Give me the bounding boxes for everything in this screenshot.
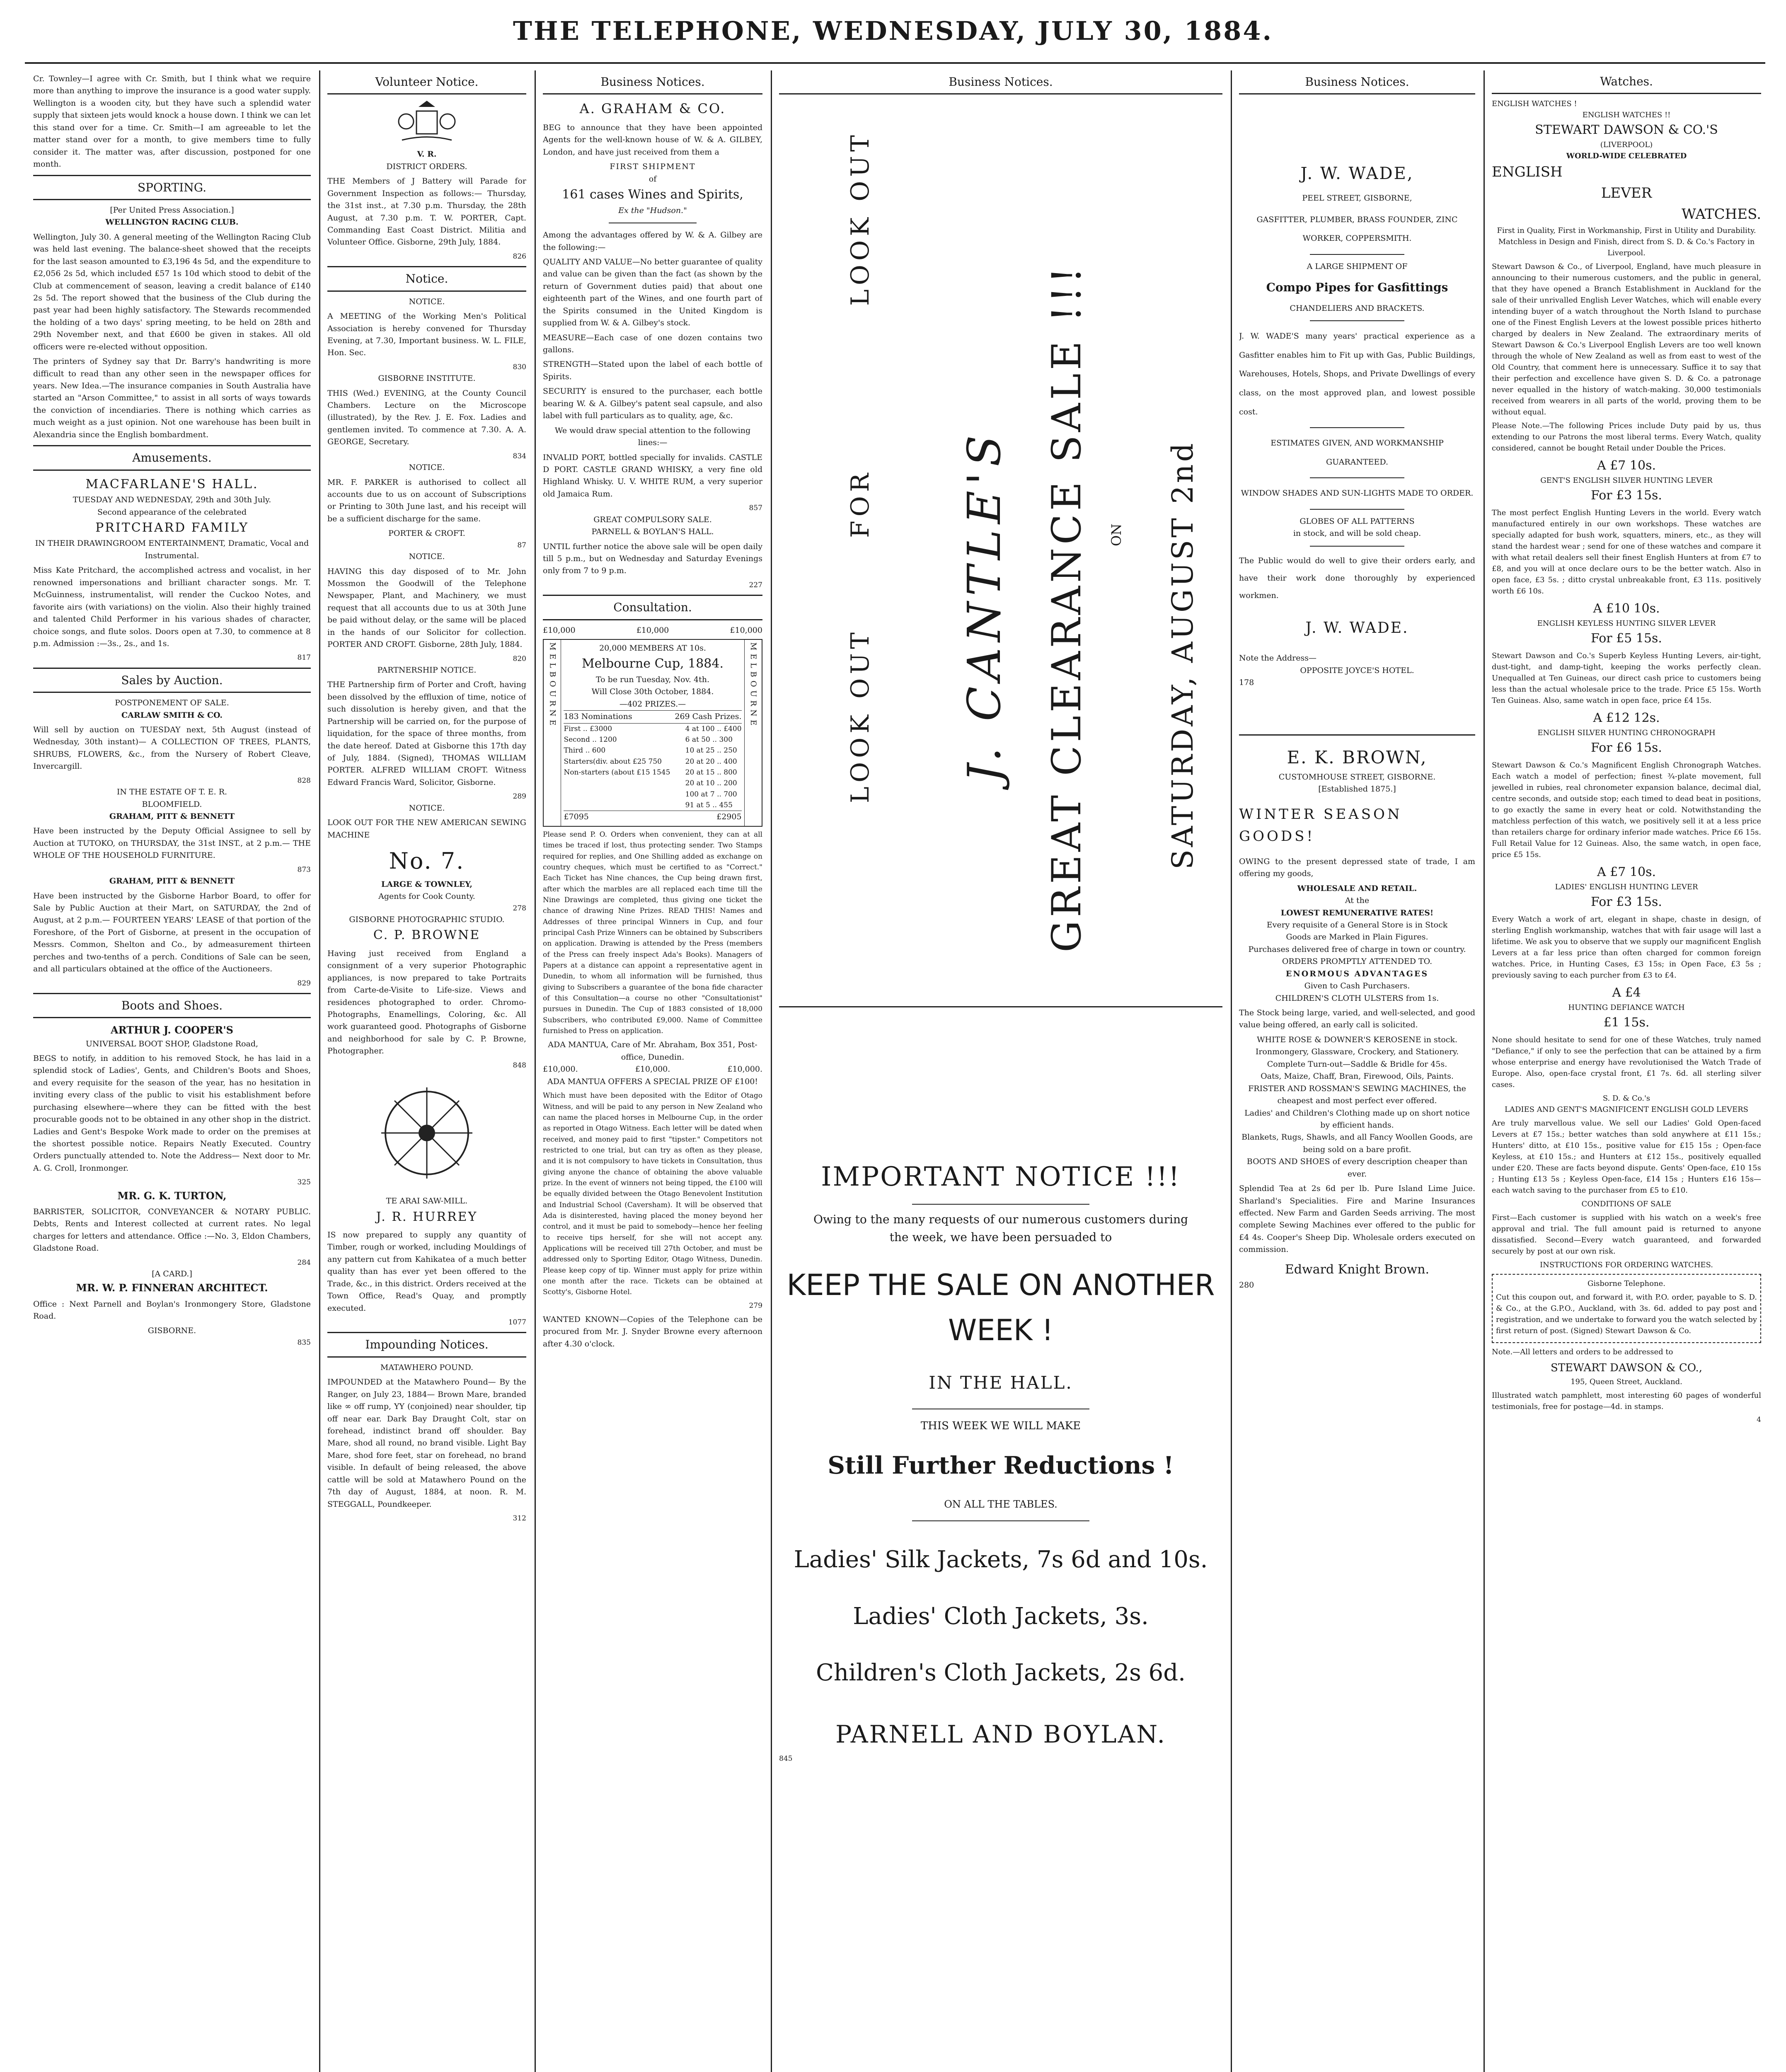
pound-amount: £10,000 (730, 625, 762, 635)
separator (1310, 477, 1404, 478)
prize-list-left (564, 724, 670, 811)
wade-signature: J. W. WADE. (1305, 620, 1409, 637)
masthead-rule (25, 62, 1765, 64)
watch-text: Every Watch a work of art, elegant in shape, chaste in design, of sterling English workmanship, watches that with fair usage will last a lifetime. We ask you to observe that we supply our magnificent English Levers at a far less price than often charged for common foreign watches. Price, in Hunting Cases, £3 15s; in Open Face, £3 5s ; previously saving to each purcher from £3 to £4. (1492, 915, 1761, 980)
members-line: 20,000 MEMBERS AT 10s. (599, 644, 706, 653)
card-label: [A CARD.] (152, 1269, 192, 1278)
news-items: The printers of Sydney say that Dr. Barry's handwriting is more difficult to read than any other seen in the newspaper offices for years. New Idea.—The insurance companies in South Australia have started an "Arson Committee," to assist in all sorts of ways towards the conviction of incendiaries. There is nothing which carries as much weight as a just opinion. Not one warehouse has been built in Alexandria since the English bombardment. (33, 357, 311, 439)
ironmongery: Ironmongery, Glassware, Crockery, and Stationery. (1255, 1047, 1459, 1057)
in-hall: IN THE HALL. (929, 1372, 1073, 1393)
partnership-title: PARTNERSHIP NOTICE. (377, 665, 477, 675)
lookout-top: LOOK OUT (846, 131, 875, 306)
ad-number: 280 (1239, 1280, 1254, 1290)
column-5 (1239, 70, 1475, 2072)
cash-purchasers: Given to Cash Purchasers. (1304, 981, 1410, 991)
consultation-box (543, 639, 762, 827)
lines-text: INVALID PORT, bottled specially for invalids. CASTLE D PORT. CASTLE GRAND WHISKY, a very fine old Highland Whisky. U. V. WHITE RUM, a very superior old Jamaica Rum. (543, 453, 762, 499)
prize-row: 20 at 15 .. 800 (685, 768, 737, 777)
english-watches: ENGLISH WATCHES !! (1582, 111, 1671, 119)
appearance-line: Second appearance of the celebrated (97, 507, 247, 517)
notice-text: A MEETING of the Working Men's Political Association is hereby convened for Thursday Evening, at 7.30, Important business. W. L. FILE, Hon. Sec. (327, 312, 526, 358)
prize-row: 20 at 10 .. 200 (685, 779, 737, 788)
compo-pipes: Compo Pipes for Gasfittings (1266, 281, 1448, 295)
press-credit: [Per United Press Association.] (110, 205, 234, 215)
intro-text: Stewart Dawson & Co., of Liverpool, England, have much pleasure in announcing to their numerous customers, and the public in general, that they have opened a Branch Establishment in Auckland for the sale of their unrivalled English Lever Watches, which will enable every intending buyer of a watch throughout the North Island to purchase one of the Finest English Levers at the lowest possible prices hitherto charged by dealers in New Zealand. The extraordinary merits of Stewart Dawson & Co.'s Liverpool English Levers are too well known through the whole of New Zealand as well as from east to west of the Old Country, that comment here is unnecessary. Suffice it to say that their perfection and excellence have given S. D. & Co. a patronage never equalled in the history of watch-making. 30,000 testimonials received from wearers in all parts of the world, proving them to be without equal. (1492, 262, 1761, 416)
ad-number: 845 (779, 1755, 793, 1763)
prize-row: Non-starters (about £15 1545 (564, 768, 670, 777)
hall-title: PARNELL & BOYLAN'S HALL. (591, 527, 714, 537)
separator (1310, 427, 1404, 428)
cash-prizes: 269 Cash Prizes. (675, 712, 742, 721)
english-watches: ENGLISH WATCHES ! (1492, 99, 1577, 108)
prize-row: 4 at 100 .. £400 (685, 724, 742, 733)
business-heading: Business Notices. (543, 70, 762, 94)
price-for: For £3 15s. (1591, 488, 1662, 503)
gold-levers-title: LADIES AND GENT'S MAGNIFICENT ENGLISH GOLD LEVERS (1505, 1105, 1748, 1114)
wade-trades: GASFITTER, PLUMBER, BRASS FOUNDER, ZINC WORKER, COPPERSMITH. (1256, 215, 1458, 243)
prize-row: 91 at 5 .. 455 (685, 801, 733, 810)
orders-attended: ORDERS PROMPTLY ATTENDED TO. (1282, 957, 1433, 966)
notice-heading: Notice. (327, 266, 526, 291)
brown-signature: Edward Knight Brown. (1285, 1262, 1430, 1277)
first-quality: First in Quality, First in Workmanship, First in Utility and Durability. Matchless in Design and Finish, direct from S. D. & Co.'s Factory in Liverpool. (1497, 226, 1756, 257)
sewing-text: LOOK OUT FOR THE NEW AMERICAN SEWING MACHINE (327, 818, 526, 840)
blankets: Blankets, Rugs, Shawls, and all Fancy Woollen Goods, are being sold on a bare profit. (1241, 1133, 1473, 1154)
notice-signature: PORTER & CROFT. (388, 529, 465, 538)
column-divider (535, 70, 536, 2072)
this-week: THIS WEEK WE WILL MAKE (920, 1420, 1081, 1433)
price-a: A £12 12s. (1593, 711, 1660, 725)
column-6 (1492, 70, 1761, 2072)
column-divider (1483, 70, 1485, 2072)
ad-number: 848 (513, 1061, 526, 1070)
watch-text: The most perfect English Hunting Levers in the world. Every watch manufactured entirely in our own workshops. These watches are specially adapted for bush work, squatters, miners, etc., as they will stand the hardest wear ; send for one of these watches and compare it with what retail dealers sell their finest English Hunters at from £7 to £8, and you will at once declare ours to be the better watch. Also in open face, £3 5s. ; ditto crystal unbreakable front, £3 11s. positively worth £6 10s. (1492, 508, 1761, 595)
ada-address: ADA MANTUA, Care of Mr. Abraham, Box 351, Post-office, Dunedin. (548, 1040, 757, 1062)
institute-text: THIS (Wed.) EVENING, at the County Council Chambers. Lecture on the Microscope (illustrated), by the Rev. J. E. Fox. Ladies and gentlemen invited. To commence at 7.30. A. A. GEORGE, Secretary. (327, 388, 526, 447)
wade-street: PEEL STREET, GISBORNE, (1302, 194, 1412, 203)
window-shades: WINDOW SHADES AND SUN-LIGHTS MADE TO ORDER. (1241, 489, 1474, 498)
separator (1310, 320, 1404, 321)
club-title: WELLINGTON RACING CLUB. (105, 218, 239, 227)
ad-number: 828 (297, 776, 311, 785)
graham2-text: Have been instructed by the Gisborne Harbor Board, to offer for Sale by Public Auction at their Mart, on SATURDAY, the 2nd of August, at 2 p.m.— FOURTEEN YEARS' LEASE of that portion of the Foreshore, of the Port of Gisborne, at present in the occupation of Messrs. Common, Shelton and Co., by admeasurement thirteen perches and two-tenths of a perch. Conditions of Sale can be seen, and all particulars obtained at the office of the Auctioneers. (33, 891, 311, 974)
security-text: SECURITY is ensured to the purchaser, each bottle bearing W. & A. Gilbey's patent seal capsule, and also label with full particulars as to quality, age, &c. (543, 387, 762, 421)
separator (1310, 509, 1404, 510)
column-divider (1231, 70, 1232, 2072)
district-orders: DISTRICT ORDERS. (386, 162, 467, 171)
marked-goods: Goods are Marked in Plain Figures. (1286, 932, 1428, 942)
keep-sale: KEEP THE SALE ON ANOTHER WEEK ! (787, 1268, 1215, 1347)
wholesale-retail: WHOLESALE AND RETAIL. (1297, 884, 1417, 893)
further-reductions: Still Further Reductions ! (828, 1451, 1174, 1479)
address-note: Note the Address— (1239, 654, 1317, 663)
watch-name: ENGLISH SILVER HUNTING CHRONOGRAPH (1537, 729, 1716, 737)
estate-title: IN THE ESTATE OF T. E. R. (116, 787, 227, 797)
oats: Oats, Maize, Chaff, Bran, Firewood, Oils, Paints. (1261, 1072, 1454, 1081)
prizes-count: —402 PRIZES.— (619, 699, 686, 709)
notice-title: NOTICE. (409, 803, 445, 813)
for-word: FOR (846, 469, 875, 538)
attention-line: We would draw special attention to the following lines:— (554, 426, 751, 448)
hall-title: MACFARLANE'S HALL. (85, 477, 259, 491)
photo-studio-title: GISBORNE PHOTOGRAPHIC STUDIO. (349, 915, 505, 924)
parnell-boylan: PARNELL AND BOYLAN. (835, 1720, 1166, 1749)
globes-stock: in stock, and will be sold cheap. (1293, 529, 1421, 538)
pound-amount: £10,000 (543, 625, 576, 635)
watches-word: WATCHES. (1682, 206, 1761, 223)
world-wide: WORLD-WIDE CELEBRATED (1566, 152, 1687, 160)
wade-title: J. W. WADE, (1300, 164, 1414, 184)
pound-amount: £10,000 (636, 625, 669, 635)
prize-row: Second .. 1200 (564, 736, 617, 744)
price-a: A £7 10s. (1597, 458, 1656, 473)
boots-heading: Boots and Shoes. (33, 993, 311, 1018)
machine-number: No. 7. (389, 847, 465, 874)
ad-number: 325 (297, 1178, 311, 1187)
liverpool: (LIVERPOOL) (1600, 140, 1653, 149)
globes: GLOBES OF ALL PATTERNS (1300, 517, 1415, 526)
english-word: ENGLISH (1492, 164, 1563, 180)
column-2 (327, 70, 526, 2072)
pound-amount: £10,000. (727, 1065, 762, 1074)
separator (912, 1204, 1089, 1205)
family-title: PRITCHARD FAMILY (95, 520, 249, 535)
consultation-heading: Consultation. (543, 595, 762, 620)
council-report: Cr. Townley—I agree with Cr. Smith, but I think what we require more than anything to improve the insurance is a good water supply. Wellington is a wooden city, but they have such a splendid water supply that sixteen jets would knock a house down. I think we can let this stand over for a time. Cr. Smith—I am agreeable to let the matter stand over for a month, to give members time to fully consider it. The matter was, after discussion, postponed for one month. (33, 74, 311, 169)
misc-list: Splendid Tea at 2s 6d per lb. Pure Island Lime Juice. Sharland's Specialities. Fire and Marine Insurances effected. New Farm and Garden Seeds arriving. The most complete Sewing Machines ever offered to the public for £4 4s. Cooper's Sheep Dip. Wholesale orders executed on commission. (1239, 1184, 1475, 1254)
advantages-intro: Among the advantages offered by W. & A. Gilbey are the following:— (543, 230, 762, 252)
prize-header (564, 710, 741, 723)
ad-number: 178 (1239, 678, 1254, 687)
pamphlet-text: Illustrated watch pamphlett, most interesting 60 pages of wonderful testimonials, free for postage—4d. in stamps. (1492, 1391, 1761, 1411)
masthead-title: THE TELEPHONE, WEDNESDAY, JULY 30, 1884. (513, 16, 1273, 46)
ad-number: 4 (1757, 1416, 1761, 1424)
business-heading: Business Notices. (779, 70, 1222, 94)
large-townley-title: LARGE & TOWNLEY, (381, 879, 472, 889)
conditions-text: First—Each customer is supplied with his watch on a week's free approval and trial. The full amount paid is returned to anyone dissatisfied. Second—Every watch guaranteed, and forwarded securely by post at our own risk. (1492, 1213, 1761, 1256)
lowest-rates: LOWEST REMUNERATIVE RATES! (1280, 908, 1434, 917)
silk-jackets: Ladies' Silk Jackets, 7s 6d and 10s. (794, 1546, 1208, 1573)
column-divider (319, 70, 320, 2072)
prize-row: First .. £3000 (564, 724, 612, 733)
prize-row: 10 at 25 .. 250 (685, 746, 737, 755)
pound-amount: £10,000. (635, 1065, 670, 1074)
impound-text: IMPOUNDED at the Matawhero Pound— By the Ranger, on July 23, 1884— Brown Mare, branded like ∞ off rump, YY (conjoined) near shoulder, tip off near ear. Dark Bay Draught Colt, star on forehead, indistinct brand off shoulder. Bay Mare, shod all round, no brand visible. Light Bay Mare, shod fore feet, star on forehead, no brand visible. In default of being released, the above cattle will be sold at Matawhero Pound on the 7th day of August, 1884, at noon. R. M. STEGGALL, Poundkeeper. (327, 1377, 526, 1509)
at-the: At the (1345, 896, 1370, 905)
browne-text: Having just received from England a consignment of a very superior Photographic appliances, is now prepared to take Portraits from Carte-de-Visite to Life-size. Views and residences photographed to order. Chromo-Photographs, Enamellings, Coloring, &c. All work guaranteed good. Photographs of Gisborne and neighborhood for sale by C. P. Browne, Photographer. (327, 949, 526, 1056)
stewart-address-title: STEWART DAWSON & CO., (1550, 1362, 1703, 1374)
turnout: Complete Turn-out—Saddle & Bridle for 45s. (1267, 1059, 1447, 1069)
notice-title: NOTICE. (409, 297, 445, 306)
on-tables: ON ALL THE TABLES. (944, 1498, 1058, 1510)
sporting-heading: SPORTING. (33, 175, 311, 200)
column-3 (543, 70, 762, 2072)
gold-levers-text: Are truly marvellous value. We sell our Ladies' Gold Open-faced Levers at £7 15s.; better watches than sold anywhere at £11 15s.; Hunters' ditto, at £10 15s., positive value for £15 15s ; Open-face Keyless, at £10 15s.; and Hunters at £12 15s., positively equalled under £20. These are facts beyond dispute. Gents' Open-face, £10 15s ; Hunting £13 5s ; Keyless Open-face, £14 15s ; Hunters £16 15s—each watch saving to the purchaser from £5 to £10. (1492, 1119, 1761, 1195)
finneran-text: Office : Next Parnell and Boylan's Ironmongery Store, Gladstone Road. (33, 1299, 311, 1321)
strength-text: STRENGTH—Stated upon the label of each bottle of Spirits. (543, 360, 762, 381)
pounds-row (543, 1063, 762, 1075)
pound-amount: £10,000. (543, 1065, 578, 1074)
shipment-line: FIRST SHIPMENT (610, 162, 696, 172)
notice-text: HAVING this day disposed of to Mr. John Mossmon the Goodwill of the Telephone Newspaper, Plant, and Machinery, we must request that all accounts due to us at 30th June be paid without delay, or the same will be placed in the hands of our Solicitor for collection. PORTER AND CROFT. Gisborne, 28th July, 1884. (327, 566, 526, 649)
graham2-title: GRAHAM, PITT & BENNETT (109, 876, 235, 886)
prize-row: Starters(div. about £25 750 (564, 757, 662, 766)
postponement: POSTPONEMENT OF SALE. (115, 698, 229, 708)
business-heading: Business Notices. (1239, 70, 1475, 94)
ad-number: 279 (749, 1301, 762, 1310)
pound-title: MATAWHERO POUND. (380, 1363, 474, 1372)
saw-blade-icon (377, 1083, 477, 1183)
watch-name: HUNTING DEFIANCE WATCH (1568, 1003, 1685, 1012)
carlaw-title: CARLAW SMITH & CO. (121, 710, 223, 720)
established: [Established 1875.] (1318, 784, 1396, 794)
price-for: For £3 15s. (1591, 895, 1662, 909)
special-prize-title: ADA MANTUA OFFERS A SPECIAL PRIZE OF £100! (547, 1077, 758, 1086)
separator (912, 1520, 1089, 1521)
watch-name: ENGLISH KEYLESS HUNTING SILVER LEVER (1537, 619, 1716, 628)
purchases-delivered: Purchases delivered free of charge in town or country. (1248, 944, 1466, 954)
quality-text: QUALITY AND VALUE—No better guarantee of quality and value can be given than the fact (as shown by the return of Government duties paid) that about one eighteenth part of the Wines, and one fourth part of the Spirits consumed in the United Kingdom is supplied from W. & A. Gilbey's stock. (543, 257, 762, 328)
sale-date: SATURDAY, AUGUST 2nd (1166, 441, 1200, 870)
children-jackets: Children's Cloth Jackets, 2s 6d. (816, 1659, 1186, 1687)
volunteer-heading: Volunteer Notice. (327, 70, 526, 94)
watch-text: Stewart Dawson & Co.'s Magnificent English Chronograph Watches. Each watch a model of perfection; finest ¾-plate movement, full jewelled in rubies, real chronometer expansion balance, decimal dial, centre seconds, and outside stop; each timed to dead beat in positions, to go exactly the same in every heat or cold. Notwithstanding the matchless perfection of this watch, we positively sell it at a less price than retailers charge for ordinary inferior made watches. Price £6 15s. Full Retail Value for 12 Guineas. Also, the same watch, in open face, price £5 15s. (1492, 761, 1761, 859)
owing-text: OWING to the present depressed state of trade, I am offering my goods, (1239, 857, 1475, 879)
total-right: £2905 (716, 812, 742, 822)
ad-number: 1077 (508, 1318, 526, 1327)
boots-shoes: BOOTS AND SHOES of every description cheaper than ever. (1246, 1157, 1468, 1179)
lever-word: LEVER (1601, 185, 1652, 201)
finneran-title: MR. W. P. FINNERAN ARCHITECT. (76, 1282, 268, 1294)
watch-text: Stewart Dawson and Co.'s Superb Keyless Hunting Levers, air-tight, dust-tight, and damp-tight, keeping the works perfectly clean. Unequalled at Ten Guineas, our direct cash price to customers being less than the actual wholesale price to the trade. Price £5 15s. Worth Ten Guineas. Also, same watch in open face, price £4 15s. (1492, 651, 1761, 705)
ulsters: CHILDREN'S CLOTH ULSTERS from 1s. (1275, 993, 1439, 1003)
volunteer-text: THE Members of J Battery will Parade for Government Inspection as follows:— Thursday, the 31st inst., at 7.30 p.m. Thursday, the 28th August, at 7.30 p.m. T. W. PORTER, Capt. Commanding East Coast District. Militia and Volunteer Office. Gisborne, 29th July, 1884. (327, 177, 526, 247)
coupon-title: Gisborne Telephone. (1588, 1279, 1665, 1288)
price-a: A £10 10s. (1593, 601, 1660, 616)
prize-row: 100 at 7 .. 700 (685, 790, 737, 799)
side-label: MELBOURNE (744, 640, 762, 826)
watches-heading: Watches. (1492, 70, 1761, 94)
graham-title: GRAHAM, PITT & BENNETT (109, 811, 235, 821)
clearance-sale: GREAT CLEARANCE SALE !!! (1043, 264, 1090, 953)
coupon-text: Cut this coupon out, and forward it, with P.O. order, payable to S. D. & Co., at the G.P.O., Auckland, with 3s. 6d. added to pay post and registration, and we undertake to forward you the watch selected by first return of post. (Signed) Stewart Dawson & Co. (1496, 1293, 1757, 1335)
stock-text: The Stock being large, varied, and well-selected, and good value being offered, an early call is solicited. (1239, 1008, 1475, 1030)
prize-row: 20 at 20 .. 400 (685, 757, 737, 766)
conditions-title: CONDITIONS OF SALE (1581, 1200, 1672, 1208)
sd-co: S. D. & Co.'s (1602, 1094, 1650, 1103)
cooper-subtitle: UNIVERSAL BOOT SHOP, Gladstone Road, (85, 1039, 259, 1048)
club-report: Wellington, July 30. A general meeting of the Wellington Racing Club was held last evening. The balance-sheet showed that the receipts for the last season amounted to £3,196 4s 5d, and the expenditure to £2,056 2s 5d, which included £57 1s 10d which stood to debit of the Club at commencement of season, leaving a credit balance of £140 2s 5d. The report showed that the business of the Club during the past year had been highly satisfactory. The Stewards recommended the holding of a two days' spring meeting, to be held on 28th and 29th November next, and that £600 be given in stakes. All old officers were re-elected without opposition. (33, 232, 311, 351)
consultation-text: Please send P. O. Orders when convenient, they can at all times be traced if lost, thus protecting sender. Two Stamps required for replies, and One Shilling added as exchange on country cheques, which must be certified to as "Correct." Each Ticket has Nine chances, the Cup being drawn first, after which the marbles are all replaced each time till the Nine Drawings are completed, thus giving one ticket the chance of drawing Nine Prizes. READ THIS! Names and Addresses of three principal Winners in Cup, and four principal Cash Prize Winners can be obtained by Subscribers on application. Drawing is attended by the Press (members of the Press can freely inspect Ada's Books). Managers of Papers at a distance can appoint a representative agent in Dunedin, to whom all information will be furnished, thus giving to Subscribers a guarantee of the bona fide character of this Consultation—a course no other "Consultationist" pursues in Dunedin. The Cup of 1883 consisted of 18,000 Subscribers, who contributed £9,000. Name of Committee furnished to Press on application. (543, 830, 762, 1036)
hall-dates: TUESDAY AND WEDNESDAY, 29th and 30th July. (73, 495, 271, 505)
kerosene: WHITE ROSE & DOWNER'S KEROSENE in stock. (1256, 1035, 1458, 1044)
ad-number: 284 (297, 1258, 311, 1267)
ad-number: 278 (513, 904, 526, 913)
on-word: ON (1108, 524, 1124, 547)
brown-title: E. K. BROWN, (1287, 747, 1428, 768)
ad-number: 857 (749, 504, 762, 513)
queen-street: 195, Queen Street, Auckland. (1571, 1377, 1682, 1386)
prize-totals (564, 811, 741, 823)
column-1 (33, 70, 311, 2072)
clothing: Ladies' and Children's Clothing made up on short notice by efficient hands. (1244, 1108, 1470, 1130)
browne-title: C. P. BROWNE (373, 928, 481, 943)
shipment-line: A LARGE SHIPMENT OF (1307, 262, 1408, 271)
watch-text: None should hesitate to send for one of these Watches, truly named "Defiance," if only to see the perfection that can be attained by a firm whose enterprise and energy have revolutionised the Watch Trade of Europe. Also, open-face crystal front, £1 7s. 6d. all sterling silver cases. (1492, 1036, 1761, 1089)
prize-list-right (685, 724, 742, 811)
chandeliers: CHANDELIERS AND BRACKETS. (1290, 303, 1425, 313)
measure-text: MEASURE—Each case of one dozen contains two gallons. (543, 333, 762, 355)
graham-title: A. GRAHAM & CO. (579, 101, 726, 117)
carlaw-text: Will sell by auction on TUESDAY next, 5th August (instead of Wednesday, 30th instant)— A COLLECTION OF TREES, PLANTS, SHRUBS, FLOWERS, &c., from the Nursery of Robert Cleave, Invercargill. (33, 725, 311, 771)
prize-row: 6 at 50 .. 300 (685, 736, 733, 744)
brown-street: CUSTOMHOUSE STREET, GISBORNE. (1278, 772, 1436, 782)
ad-number: 835 (297, 1338, 311, 1347)
prize-row: Third .. 600 (564, 746, 606, 755)
agents-line: Agents for Cook County. (378, 892, 475, 901)
owing-text: Owing to the many requests of our numerous customers during the week, we have been persuaded to (813, 1212, 1188, 1244)
estate-name: BLOOMFIELD. (142, 799, 202, 809)
separator (1310, 546, 1404, 547)
close-date: Will Close 30th October, 1884. (591, 687, 714, 697)
ad-number: 312 (513, 1514, 526, 1523)
cantle-name: J. CANTLE'S (958, 429, 1011, 783)
institute-title: GISBORNE INSTITUTE. (378, 374, 476, 383)
ad-number: 834 (513, 452, 526, 460)
watch-name: LADIES' ENGLISH HUNTING LEVER (1555, 883, 1698, 891)
ad-number: 873 (297, 865, 311, 874)
instructions-title: INSTRUCTIONS FOR ORDERING WATCHES. (1540, 1261, 1713, 1269)
ad-number: 227 (749, 581, 762, 589)
hurrey-title: J. R. HURREY (376, 1209, 478, 1224)
turton-text: BARRISTER, SOLICITOR, CONVEYANCER & NOTARY PUBLIC. Debts, Rents and Interest collected at current rates. No legal charges for letters and attendance. Office :—No. 3, Eldon Chambers, Gladstone Road. (33, 1207, 311, 1253)
ad-number: 826 (513, 252, 526, 261)
special-prize-text: Which must have been deposited with the Editor of Otago Witness, and will be paid to any person in New Zealand who can name the placed horses in Melbourne Cup, in the order as reported in Otago Witness. Each letter will be dated when received, and money paid to first "tipster." Competitors not restricted to one trial, but can try as often as they please, and it is not compulsory to have tickets in Consultation, thus giving anyone the chance of obtaining the above valuable prize. In the event of winners not being tipped, the £100 will be equally divided between the Otago Benevolent Institution and Industrial School (Caversham). It will be observed that Ada is disinterested, having placed the money beyond her control, and it must be paid to somebody—hence her feeling to receive tips herself, for she will not accept any. Applications will be received till 27th October, and must be addressed only to Sporting Editor, Otago Witness, Dunedin. Please keep copy of tip. Winner must apply for prize within one month after the race. Tickets can be obtained at Scotty's, Gisborne Hotel. (543, 1092, 762, 1297)
sawmill-title: TE ARAI SAW-MILL. (386, 1196, 468, 1206)
public-text: The Public would do well to give their orders early, and have their work done thoroughly by experienced workmen. (1239, 556, 1475, 600)
total-left: £7095 (564, 812, 589, 822)
cases-line: 161 cases Wines and Spirits, (562, 187, 743, 202)
hall-text: UNTIL further notice the above sale will be open daily till 5 p.m., but on Wednesday and Saturday Evenings only from 7 to 9 p.m. (543, 542, 762, 576)
ship-line: Ex the "Hudson." (618, 206, 687, 215)
prices-note: Please Note.—The following Prices include Duty paid by us, thus extending to our Patrons the most liberal terms. Every Watch, quality considered, cannot be bought Retail under Double the Prices. (1492, 421, 1761, 453)
cooper-title: ARTHUR J. COOPER'S (111, 1024, 233, 1036)
wanted-text: WANTED KNOWN—Copies of the Telephone can be procured from Mr. J. Snyder Browne every afternoon after 4.30 o'clock. (543, 1315, 762, 1348)
watch-name: GENT'S ENGLISH SILVER HUNTING LEVER (1540, 476, 1713, 485)
amusements-heading: Amusements. (33, 445, 311, 470)
estimates: ESTIMATES GIVEN, AND WORKMANSHIP GUARANTEED. (1271, 438, 1444, 467)
run-date: To be run Tuesday, Nov. 4th. (595, 675, 710, 684)
winter-goods: WINTER SEASON GOODS! (1239, 806, 1402, 845)
ad-number: 830 (513, 363, 526, 371)
stewart-title: STEWART DAWSON & CO.'S (1535, 123, 1718, 137)
price-a: A £7 10s. (1597, 865, 1656, 879)
finneran-town: GISBORNE. (148, 1326, 196, 1336)
notice-title: NOTICE. (409, 552, 445, 562)
masthead (0, 0, 1786, 62)
ad-number: 829 (297, 979, 311, 988)
cloth-jackets: Ladies' Cloth Jackets, 3s. (853, 1602, 1149, 1630)
impounding-heading: Impounding Notices. (327, 1332, 526, 1357)
column-divider (771, 70, 772, 2072)
price-for: For £6 15s. (1591, 741, 1662, 755)
address-note: Note.—All letters and orders to be addressed to (1492, 1348, 1673, 1356)
hurrey-text: IS now prepared to supply any quantity of Timber, rough or worked, including Mouldings of any pattern cut from Kahikatea of a much better quality than has ever yet been offered to the Trade, &c., in this district. Orders received at the Town Office, Read's Quay, and promptly executed. (327, 1230, 526, 1313)
price-for: £1 15s. (1603, 1015, 1650, 1030)
royal-arms-emblem (394, 99, 460, 144)
nominations: 183 Nominations (564, 712, 632, 721)
auction-heading: Sales by Auction. (33, 668, 311, 693)
price-for: For £5 15s. (1591, 631, 1662, 646)
important-title: IMPORTANT NOTICE !!! (821, 1162, 1181, 1193)
separator (1310, 254, 1404, 255)
wade-text: J. W. WADE'S many years' practical experience as a Gasfitter enables him to Fit up with Gas, Public Buildings, Warehouses, Hotels, Shops, and Private Dwellings of every class, on the most approved plan, and lowest possible cost. (1239, 332, 1475, 416)
partnership-text: THE Partnership firm of Porter and Croft, having been dissolved by the effluxion of time, notice of such dissolution is hereby given, and that the Partnership will be carried on, for the purpose of liquidation, for the space of three months, from the date hereof. Dated at Gisborne this 17th day of July, 1884. (Signed), THOMAS WILLIAM PORTER. ALFRED WILLIAM CROFT. Witness Edward Francis Ward, Solicitor, Gisborne. (327, 680, 526, 787)
enormous-advantages: ENORMOUS ADVANTAGES (1285, 969, 1429, 978)
cup-title: Melbourne Cup, 1884. (581, 656, 724, 671)
lookout-bottom: LOOK OUT (846, 628, 875, 804)
notice-title: NOTICE. (409, 463, 445, 472)
sewing-machines: FRISTER AND ROSSMAN'S SEWING MACHINES, the cheapest and most perfect ever offered. (1248, 1084, 1466, 1106)
side-label: MELBOURNE (544, 640, 561, 826)
ad-number: 289 (513, 792, 526, 801)
ad-number: 817 (297, 654, 311, 662)
ad-number: 820 (513, 654, 526, 663)
graham-text: Have been instructed by the Deputy Official Assignee to sell by Auction at TUTOKO, on THURSDAY, the 31st INST., at 2 p.m.— THE WHOLE OF THE HOUSEHOLD FURNITURE. (33, 826, 311, 860)
family-subtitle: IN THEIR DRAWINGROOM ENTERTAINMENT, Dramatic, Vocal and Instrumental. (35, 539, 309, 560)
order-coupon (1492, 1274, 1761, 1343)
cantle-sale-ad (779, 99, 1222, 990)
pounds-row (543, 625, 762, 637)
compulsory-title: GREAT COMPULSORY SALE. (593, 515, 712, 524)
vr-label: V. R. (417, 150, 437, 159)
price-a: A £4 (1612, 985, 1641, 1000)
every-requisite: Every requisite of a General Store is in Stock (1266, 920, 1448, 929)
column-4 (779, 70, 1222, 2072)
important-notice (779, 1006, 1222, 1764)
opposite-hotel: OPPOSITE JOYCE'S HOTEL. (1300, 666, 1414, 675)
of-line: of (649, 174, 657, 184)
turton-title: MR. G. K. TURTON, (117, 1189, 227, 1202)
notice-text: MR. F. PARKER is authorised to collect all accounts due to us on account of Subscriptions or Printing to 30th June last, and his receipt will be a sufficient discharge for the same. (327, 477, 526, 523)
graham-text: BEG to announce that they have been appointed Agents for the well-known house of W. & A. GILBEY, London, and have just received from them a (543, 123, 762, 157)
ad-number: 87 (517, 541, 526, 549)
cooper-text: BEGS to notify, in addition to his removed Stock, he has laid in a splendid stock of Ladies', Gents, and Children's Boots and Shoes, and every requisite for the season of the year, has no hesitation in inviting every class of the public to visit his establishment before purchasing elsewhere—where they can be fitted with the best procurable goods not to be obtained in any other shop in the district. Ladies and Gent's Bespoke Work made to order on the premises at the shortest possible notice. Repairs Neatly Executed. Country Orders punctually attended to. Note the Address— Next door to Mr. A. G. Croll, Ironmonger. (33, 1053, 311, 1173)
family-text: Miss Kate Pritchard, the accomplished actress and vocalist, in her renowned impersonations and brilliant character songs. Mr. T. McGuinness, instrumentalist, will render the Cuckoo Notes, and favorite airs (with variations) on the violin. Also their highly trained and talented Child Performer in his various shades of character, choice songs, and flute solos. Doors open at 7.30, to commence at 8 p.m. Admission :—3s., 2s., and 1s. (33, 566, 311, 648)
